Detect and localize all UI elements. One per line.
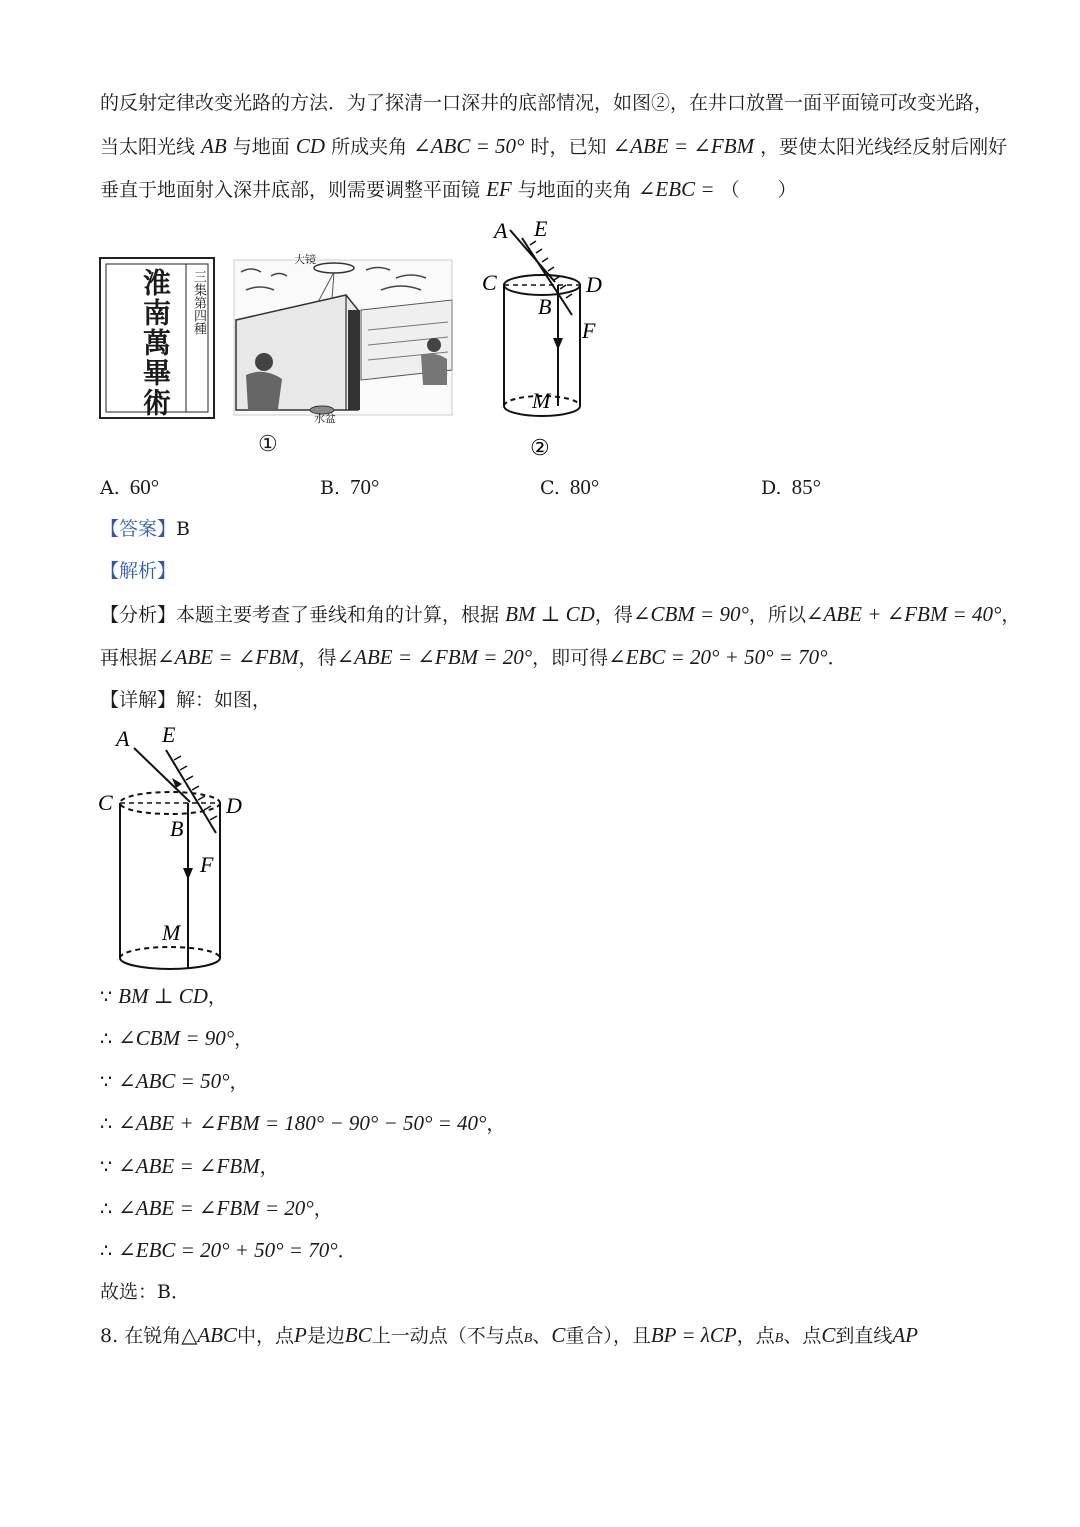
detail-text: 解：如图， xyxy=(176,689,272,711)
step-6 xyxy=(100,1193,333,1224)
question-text: 到直线 xyxy=(835,1325,893,1347)
question-text: 垂直于地面射入深井底部，则需要调整平面镜 xyxy=(100,179,481,201)
ray-bm-arrowhead xyxy=(183,868,193,880)
figure-2-caption: ② xyxy=(530,435,550,460)
question-text: 上一动点（不与点 xyxy=(371,1325,524,1347)
fenxi-text: ， xyxy=(1001,604,1021,626)
question-text: 的反射定律改变光路的方法．为了探清一口深井的底部情况，如图②，在井口放置一面平面镜可改变光路， xyxy=(100,92,994,114)
question-text: 与地面 xyxy=(232,136,290,158)
detail-tag: 【详解】 xyxy=(100,689,177,711)
fenxi-line-1 xyxy=(100,599,1020,630)
math-expr: ∠CBM = 90° xyxy=(632,602,749,626)
mirror-hatching xyxy=(530,241,572,298)
step-expr: ∠ABE = ∠FBM xyxy=(118,1154,260,1178)
well-bottom-front xyxy=(120,958,220,969)
ray-arrowhead xyxy=(553,338,563,350)
fenxi-text: ，得 xyxy=(298,647,337,669)
question-line-2 xyxy=(100,131,1007,162)
figure-1 xyxy=(96,250,456,470)
question-text: 所成夹角 xyxy=(331,136,408,158)
math-expr: ∠ABE + ∠FBM = 40° xyxy=(805,602,1002,626)
step-tail: ， xyxy=(207,986,227,1008)
question-text: （ ） xyxy=(720,179,797,201)
step-tail: ， xyxy=(234,1028,254,1050)
math-expr: AB xyxy=(201,134,227,158)
book-title: 淮南萬畢術 xyxy=(139,268,172,418)
step-7 xyxy=(100,1235,357,1266)
step-2 xyxy=(100,1023,253,1054)
math-expr: ∠ABE = ∠FBM xyxy=(157,645,299,669)
step-expr: ∠ABE + ∠FBM = 180° − 90° − 50° = 40° xyxy=(118,1111,487,1135)
question-text: 在锐角 xyxy=(124,1325,182,1347)
question-text: 时，已知 xyxy=(530,136,607,158)
fenxi-text: ，所以 xyxy=(748,604,806,626)
step-symbol: ∵ xyxy=(100,1071,113,1093)
step-tail: ， xyxy=(313,1198,333,1220)
step-symbol: ∴ xyxy=(100,1240,113,1262)
step-5 xyxy=(100,1151,279,1182)
step-expr: ∠CBM = 90° xyxy=(118,1026,235,1050)
step-symbol: ∴ xyxy=(100,1028,113,1050)
option-letter: A. xyxy=(100,477,120,499)
label-b: B xyxy=(170,816,184,841)
label-d: D xyxy=(226,793,242,818)
label-c: C xyxy=(98,790,113,815)
math-expr: C xyxy=(821,1323,836,1347)
fenxi-text: 本题主要考查了垂线和角的计算，根据 xyxy=(176,604,500,626)
label-m: M xyxy=(532,388,551,413)
question-text: 是边 xyxy=(306,1325,345,1347)
answer-line xyxy=(100,514,190,544)
math-expr: EF xyxy=(486,177,512,201)
figure-3 xyxy=(96,718,256,980)
math-expr: CD xyxy=(295,134,326,158)
step-tail: ． xyxy=(337,1240,357,1262)
math-expr: AP xyxy=(892,1323,919,1347)
math-expr: ∠EBC = 20° + 50° = 70° xyxy=(608,645,828,669)
question-line-3 xyxy=(100,174,797,205)
label-c: C xyxy=(482,270,497,295)
fenxi-line-2 xyxy=(100,642,847,673)
math-expr: C xyxy=(551,1323,566,1347)
label-b: B xyxy=(538,294,552,319)
math-expr: ∠EBC = xyxy=(637,177,715,201)
step-symbol: ∵ xyxy=(100,1156,113,1178)
next-question-line xyxy=(100,1320,918,1354)
book-side-text: 三集第四種 xyxy=(191,270,206,335)
option-a[interactable] xyxy=(100,472,159,503)
math-expr: ∠ABE = ∠FBM xyxy=(612,134,755,158)
option-b[interactable] xyxy=(320,472,379,503)
question-text: ，点 xyxy=(736,1325,775,1347)
figure-3-drawing xyxy=(96,718,256,980)
option-value: 70° xyxy=(350,475,380,499)
fenxi-text: 再根据 xyxy=(100,647,158,669)
question-text: 与地面的夹角 xyxy=(517,179,632,201)
label-f: F xyxy=(582,318,596,343)
figure-1-caption: ① xyxy=(258,432,278,457)
question-number: 8. xyxy=(100,1325,119,1347)
question-text: 、 xyxy=(532,1325,552,1347)
math-expr: BC xyxy=(344,1323,372,1347)
detail-line xyxy=(100,685,271,715)
math-expr: B xyxy=(774,1331,784,1346)
label-mirror: 大镜 xyxy=(294,253,316,266)
label-a: A xyxy=(494,218,508,243)
option-value: 60° xyxy=(129,475,160,499)
option-c[interactable] xyxy=(540,472,599,503)
question-text: ，要使太阳光线经反射后刚好 xyxy=(760,136,1008,158)
question-text: 中，点 xyxy=(237,1325,295,1347)
step-symbol: ∴ xyxy=(100,1113,113,1135)
label-a: A xyxy=(116,726,130,751)
math-expr: P xyxy=(294,1323,307,1347)
answer-tag: 【答案】 xyxy=(100,518,177,540)
math-expr: B xyxy=(523,1331,533,1346)
question-text: 当太阳光线 xyxy=(100,136,196,158)
analysis-line xyxy=(100,556,176,586)
option-d[interactable] xyxy=(761,472,821,503)
conclusion xyxy=(100,1277,190,1307)
step-tail: ， xyxy=(259,1156,279,1178)
math-expr: ∠ABC = 50° xyxy=(413,134,525,158)
option-letter: C. xyxy=(540,477,560,499)
label-e: E xyxy=(162,722,176,747)
label-basin: 水盆 xyxy=(314,412,336,425)
step-3 xyxy=(100,1066,248,1097)
analysis-tag: 【解析】 xyxy=(100,560,177,582)
step-1 xyxy=(100,981,227,1012)
option-letter: B. xyxy=(320,477,341,499)
label-f: F xyxy=(200,852,214,877)
question-text: 、点 xyxy=(783,1325,822,1347)
step-tail: ， xyxy=(229,1071,249,1093)
math-expr: BP = λCP xyxy=(650,1323,737,1347)
step-expr: BM ⊥ CD xyxy=(118,984,208,1008)
conclusion-text: 故选：B． xyxy=(100,1281,190,1303)
label-e: E xyxy=(534,216,548,241)
ancient-illustration xyxy=(234,260,452,415)
step-symbol: ∵ xyxy=(100,986,113,1008)
well-bottom-back xyxy=(120,947,220,958)
math-expr: ∠ABE = ∠FBM = 20° xyxy=(336,645,533,669)
step-symbol: ∴ xyxy=(100,1198,113,1220)
fenxi-text: ． xyxy=(827,647,847,669)
step-expr: ∠EBC = 20° + 50° = 70° xyxy=(118,1238,338,1262)
question-text: 重合），且 xyxy=(565,1325,651,1347)
math-expr: BM ⊥ CD xyxy=(505,602,595,626)
step-expr: ∠ABC = 50° xyxy=(118,1069,230,1093)
figure-2-drawing xyxy=(470,210,620,472)
fenxi-text: ，即可得 xyxy=(532,647,609,669)
option-letter: D. xyxy=(761,477,782,499)
question-line-1 xyxy=(100,88,993,118)
label-d: D xyxy=(586,272,602,297)
step-expr: ∠ABE = ∠FBM = 20° xyxy=(118,1196,314,1220)
figure-2 xyxy=(470,210,620,472)
step-tail: ， xyxy=(486,1113,506,1135)
answer-value: B xyxy=(176,518,190,540)
option-value: 85° xyxy=(791,475,822,499)
option-value: 80° xyxy=(569,475,600,499)
fenxi-tag: 【分析】 xyxy=(100,604,177,626)
label-m: M xyxy=(162,920,181,945)
fenxi-text: ，得 xyxy=(594,604,633,626)
step-4 xyxy=(100,1108,505,1139)
math-expr: △ABC xyxy=(181,1323,238,1347)
